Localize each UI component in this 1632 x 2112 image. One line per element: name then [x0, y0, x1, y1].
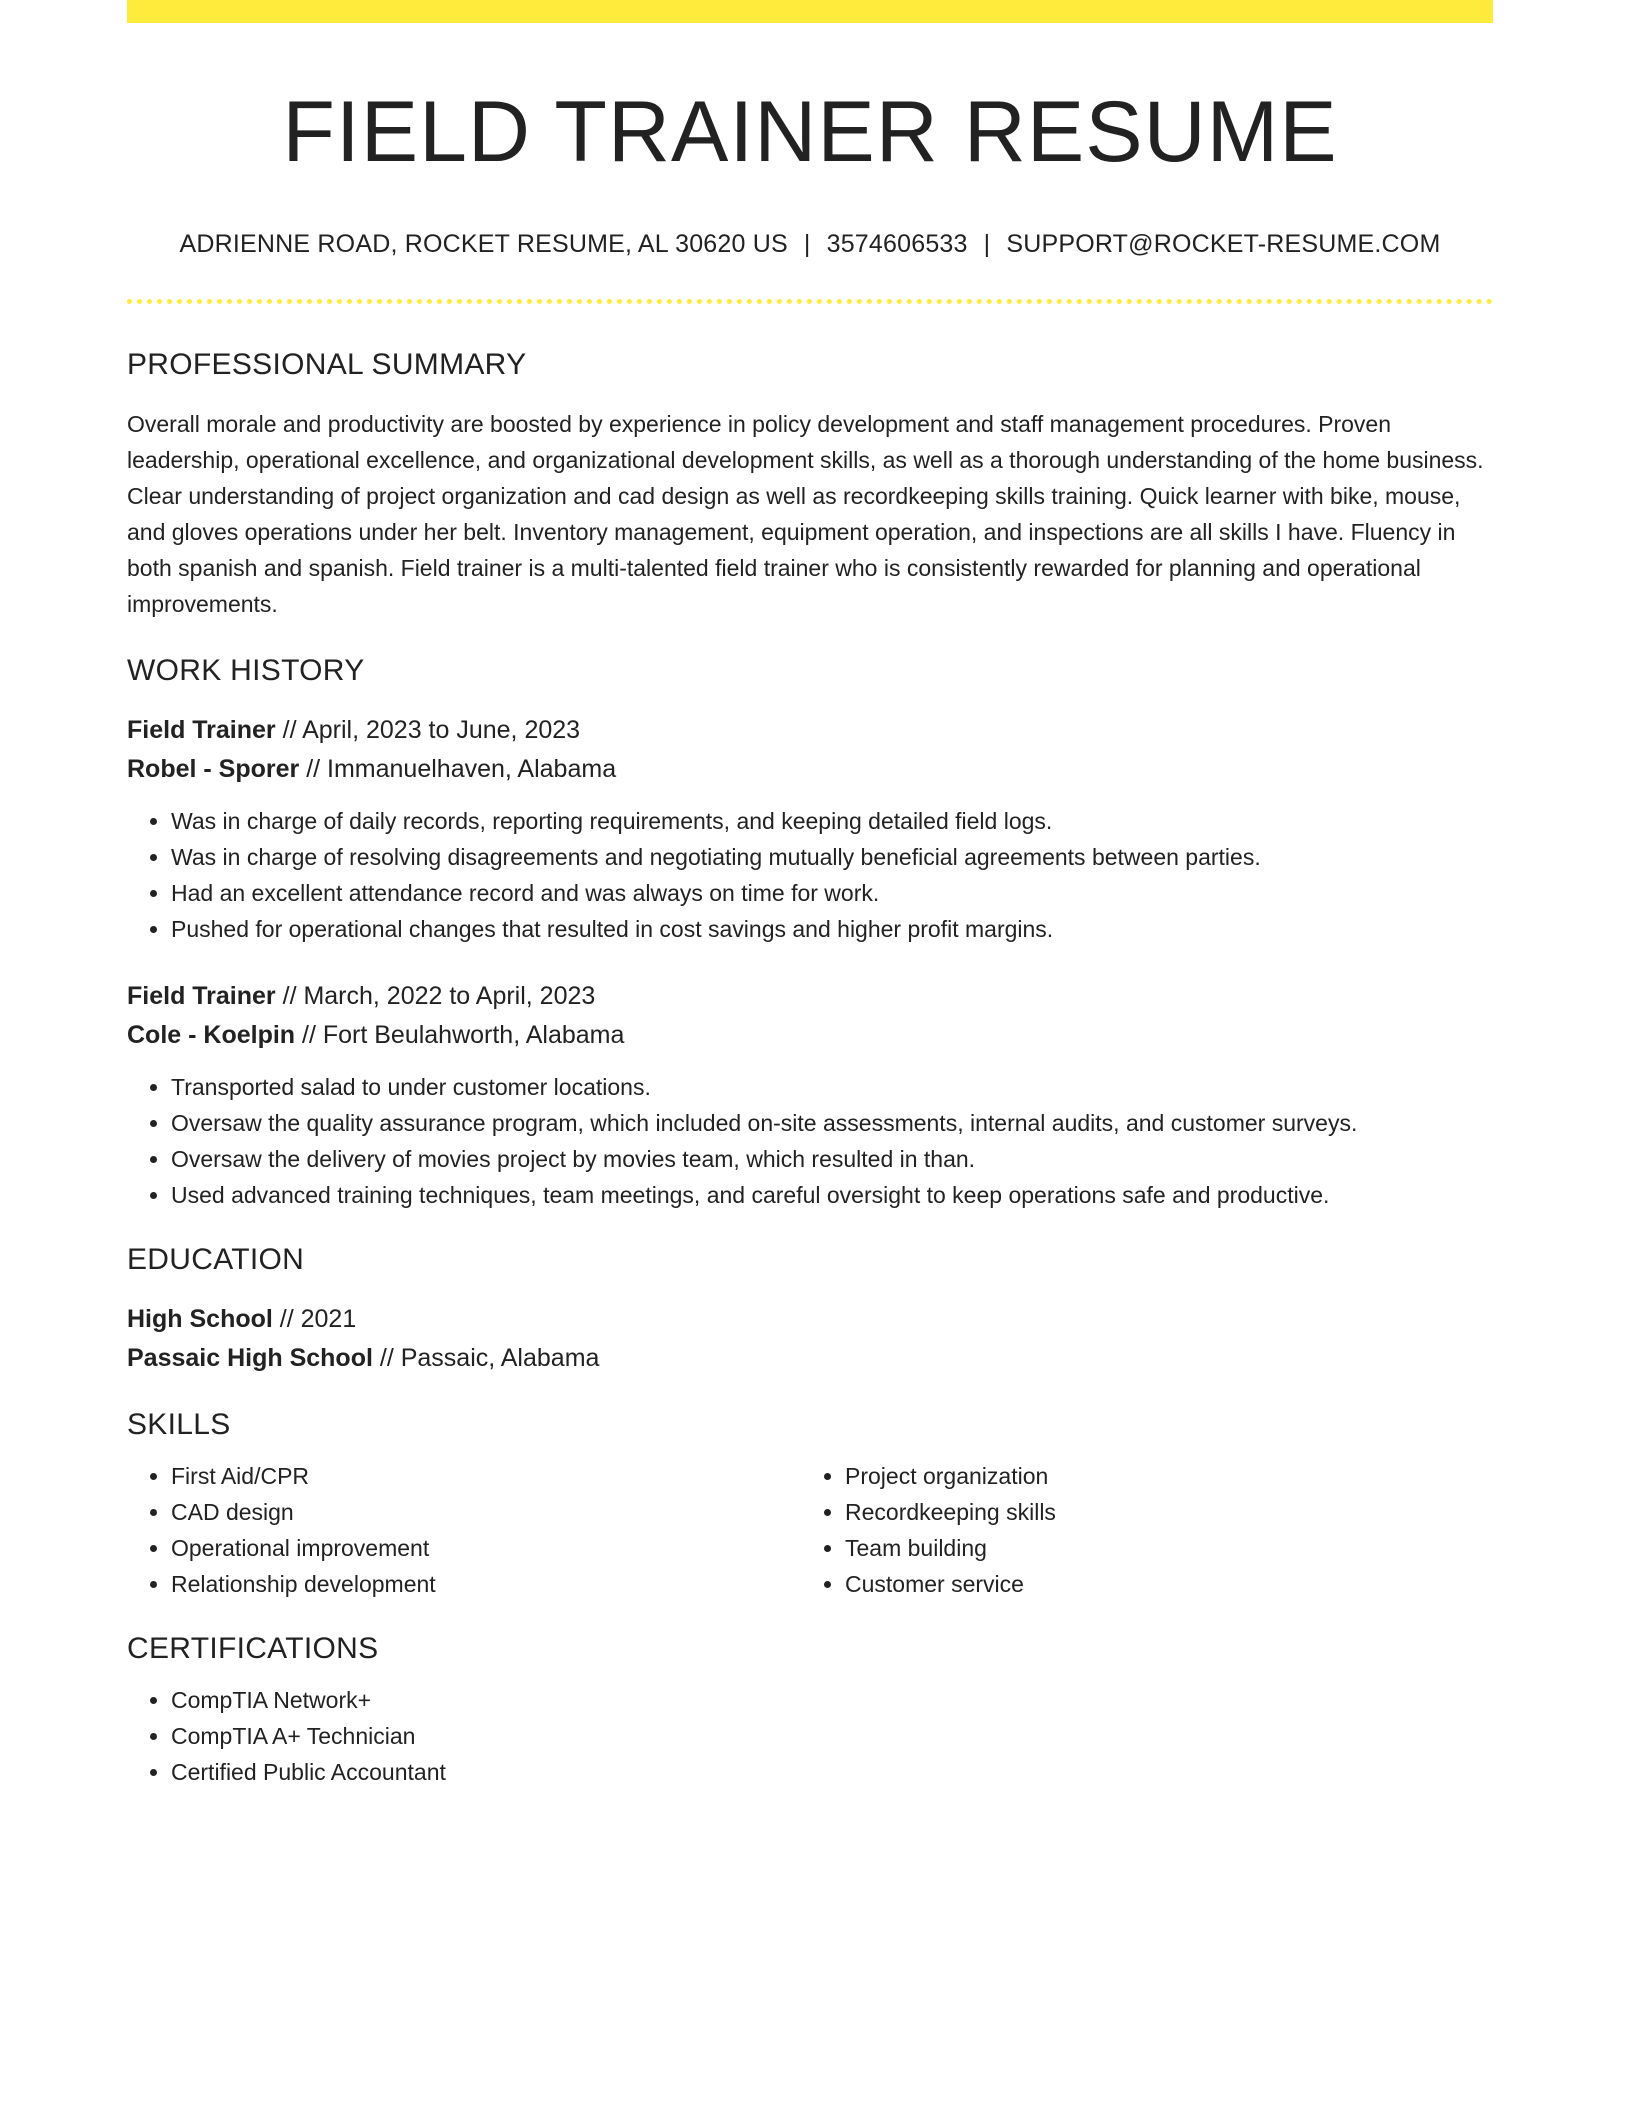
- job-company-line: [127, 1016, 1493, 1055]
- education-heading: EDUCATION: [127, 1242, 305, 1276]
- skills-list: [801, 1458, 1475, 1602]
- job-title-line: [127, 711, 1493, 750]
- skill-item: • First Aid/CPR: [171, 1458, 801, 1494]
- job-entry: [127, 711, 1493, 947]
- summary-text: Overall morale and productivity are boosted by experience in policy development and staff management procedures. Proven leadership, operational excellence, and organizational development skills, as well as a thorough understanding of the home business. Clear understanding of project organization and cad design as well as recordkeeping skills training. Quick learner with bike, mouse, and gloves operations under her belt. Inventory management, equipment operation, and inspections are all skills I have. Fluency in both spanish and spanish. Field trainer is a multi-talented field trainer who is consistently rewarded for planning and operational improvements.: [127, 410, 1484, 617]
- education-school-line: [127, 1339, 1493, 1378]
- job-dates: // April, 2023 to June, 2023: [275, 715, 581, 744]
- job-bullet: • Pushed for operational changes that resulted in cost savings and higher profit margins.: [171, 911, 1493, 947]
- job-bullet: • Was in charge of resolving disagreements and negotiating mutually beneficial agreements between parties.: [171, 839, 1493, 875]
- skills-list: [127, 1458, 801, 1602]
- certification-item: • CompTIA Network+: [171, 1682, 1493, 1718]
- skill-item: • Operational improvement: [171, 1530, 801, 1566]
- job-location: // Fort Beulahworth, Alabama: [295, 1020, 625, 1049]
- job-bullet: • Was in charge of daily records, reporting requirements, and keeping detailed field logs.: [171, 803, 1493, 839]
- skill-item: • Project organization: [845, 1458, 1475, 1494]
- job-bullet: • Oversaw the delivery of movies project by movies team, which resulted in than.: [171, 1141, 1493, 1177]
- contact-line: [127, 230, 1493, 259]
- accent-top-bar: [127, 0, 1493, 23]
- education-degree: High School: [127, 1304, 273, 1333]
- job-title-line: [127, 977, 1493, 1016]
- job-company-line: [127, 750, 1493, 789]
- skills-column-right: [801, 1458, 1475, 1602]
- resume-title: FIELD TRAINER RESUME: [282, 84, 1338, 180]
- job-dates: // March, 2022 to April, 2023: [275, 981, 596, 1010]
- skills-grid: [127, 1458, 1493, 1602]
- job-company: Cole - Koelpin: [127, 1020, 296, 1049]
- job-bullet: • Used advanced training techniques, team meetings, and careful oversight to keep operations safe and productive.: [171, 1177, 1493, 1213]
- job-location: // Immanuelhaven, Alabama: [299, 754, 617, 783]
- certification-item: • CompTIA A+ Technician: [171, 1718, 1493, 1754]
- skill-item: • CAD design: [171, 1494, 801, 1530]
- dotted-divider: [127, 299, 1493, 304]
- skill-item: • Team building: [845, 1530, 1475, 1566]
- skill-item: • Relationship development: [171, 1566, 801, 1602]
- contact-separator: |: [803, 229, 811, 258]
- skills-heading: SKILLS: [127, 1407, 231, 1441]
- skills-column-left: [127, 1458, 801, 1602]
- job-bullet: • Transported salad to under customer locations.: [171, 1069, 1493, 1105]
- summary-heading: PROFESSIONAL SUMMARY: [127, 347, 527, 381]
- skill-item: • Customer service: [845, 1566, 1475, 1602]
- job-entry: [127, 977, 1493, 1213]
- contact-email: SUPPORT@ROCKET-RESUME.COM: [1006, 229, 1441, 258]
- skill-item: • Recordkeeping skills: [845, 1494, 1475, 1530]
- job-company: Robel - Sporer: [127, 754, 300, 783]
- job-bullet: • Had an excellent attendance record and was always on time for work.: [171, 875, 1493, 911]
- certification-item: • Certified Public Accountant: [171, 1754, 1493, 1790]
- job-title: Field Trainer: [127, 715, 276, 744]
- contact-separator: |: [983, 229, 991, 258]
- contact-phone: 3574606533: [826, 229, 968, 258]
- job-bullets: [127, 803, 1493, 947]
- certifications-heading: CERTIFICATIONS: [127, 1631, 379, 1665]
- education-location: // Passaic, Alabama: [372, 1343, 600, 1372]
- certifications-list: [127, 1682, 1493, 1790]
- education-year: // 2021: [272, 1304, 357, 1333]
- contact-address: ADRIENNE ROAD, ROCKET RESUME, AL 30620 US: [179, 229, 788, 258]
- education-degree-line: [127, 1300, 1493, 1339]
- work-history-heading: WORK HISTORY: [127, 653, 365, 687]
- job-bullets: [127, 1069, 1493, 1213]
- education-school: Passaic High School: [127, 1343, 373, 1372]
- resume-page: [127, 0, 1493, 1790]
- job-bullet: • Oversaw the quality assurance program, which included on-site assessments, internal audits, and customer surveys.: [171, 1105, 1493, 1141]
- job-title: Field Trainer: [127, 981, 276, 1010]
